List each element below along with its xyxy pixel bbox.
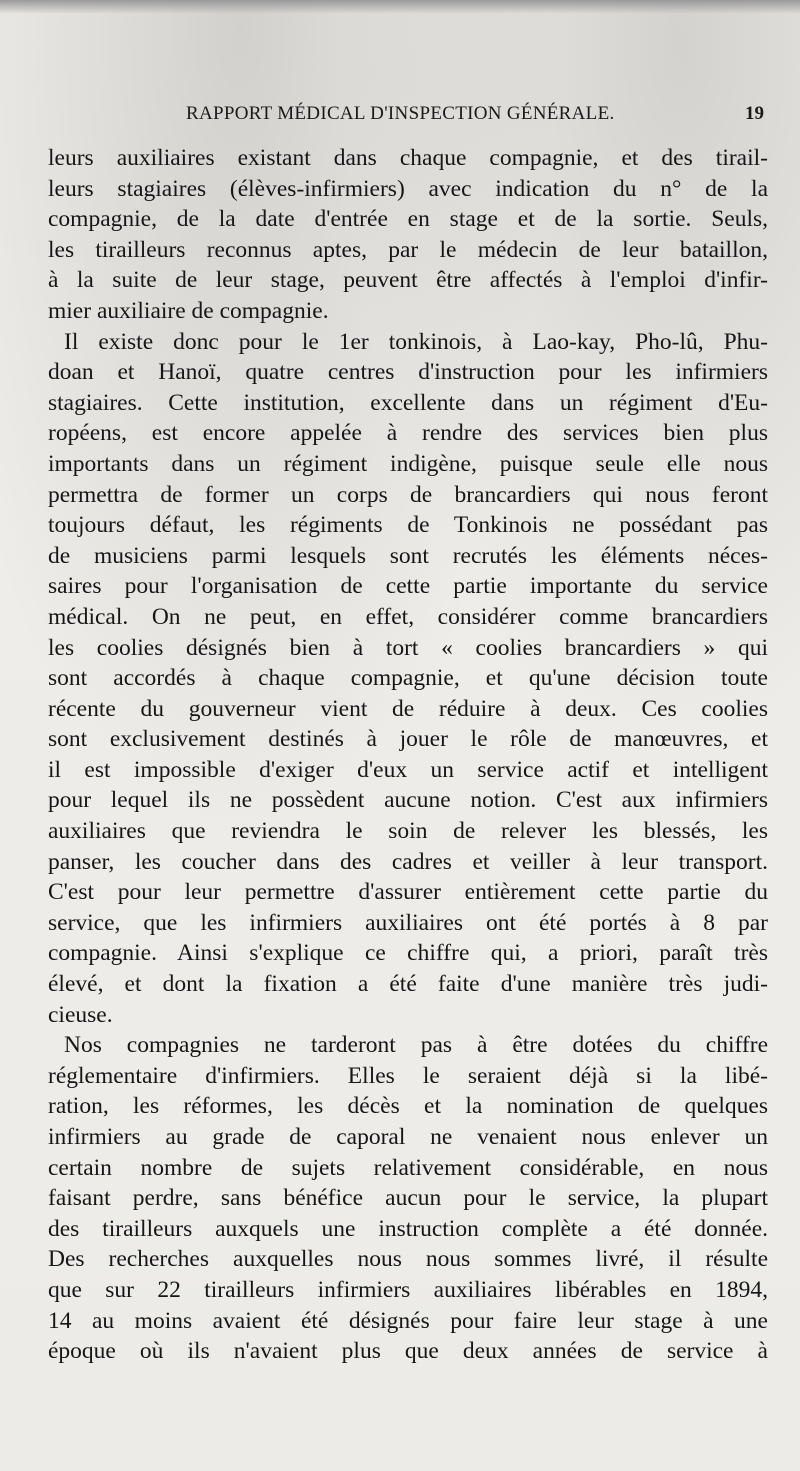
text-line: récente du gouverneur vient de réduire à deux. Ces coolies — [48, 695, 768, 722]
scan-edge-shadow — [0, 0, 800, 14]
text-line: leurs auxiliaires existant dans chaque compagnie, et des tirail- — [48, 145, 768, 171]
text-line: toujours défaut, les régiments de Tonkinois ne possédant pas — [48, 512, 768, 539]
text-line: des tirailleurs auxquels une instruction complète a été donnée. — [48, 1215, 768, 1242]
text-line: Il existe donc pour le 1er tonkinois, à Lao-kay, Pho-lû, Phu- — [64, 328, 768, 355]
text-line: sont accordés à chaque compagnie, et qu'une décision toute — [48, 665, 768, 692]
text-line: certain nombre de sujets relativement considérable, en nous — [48, 1154, 768, 1181]
text-line: Des recherches auxquelles nous nous sommes livré, il résulte — [48, 1246, 768, 1273]
text-line: importants dans un régiment indigène, puisque seule elle nous — [48, 450, 768, 477]
text-line: faisant perdre, sans bénéfice aucun pour le service, la plupart — [48, 1185, 768, 1212]
text-line: permettra de former un corps de brancardiers qui nous feront — [48, 481, 768, 508]
text-line: pour lequel ils ne possèdent aucune notion. C'est aux infirmiers — [48, 787, 768, 814]
text-line: sont exclusivement destinés à jouer le rôle de manœuvres, et — [48, 726, 768, 753]
body-text — [48, 143, 768, 1367]
text-line: cieuse. — [48, 1001, 113, 1028]
text-line: les tirailleurs reconnus aptes, par le médecin de leur bataillon, — [48, 236, 768, 263]
text-line: il est impossible d'exiger d'eux un service actif et intelligent — [48, 756, 768, 783]
text-line: service, que les infirmiers auxiliaires ont été portés à 8 par — [48, 909, 768, 936]
text-line: infirmiers au grade de caporal ne venaient nous enlever un — [48, 1124, 768, 1150]
text-line: réglementaire d'infirmiers. Elles le seraient déjà si la libé- — [48, 1062, 768, 1089]
text-line: mier auxiliaire de compagnie. — [48, 297, 329, 324]
text-line: 14 au moins avaient été désignés pour faire leur stage à une — [48, 1307, 768, 1334]
text-line: ropéens, est encore appelée à rendre des services bien plus — [48, 420, 768, 447]
text-line: compagnie. Ainsi s'explique ce chiffre qui, a priori, paraît très — [48, 940, 768, 967]
text-line: que sur 22 tirailleurs infirmiers auxiliaires libérables en 1894, — [48, 1276, 768, 1303]
text-line: C'est pour leur permettre d'assurer entièrement cette partie du — [48, 879, 768, 906]
text-line: doan et Hanoï, quatre centres d'instruction pour les infirmiers — [48, 359, 768, 386]
text-line: panser, les coucher dans des cadres et veiller à leur transport. — [48, 848, 768, 875]
text-line: auxiliaires que reviendra le soin de relever les blessés, les — [48, 818, 768, 845]
text-line: ration, les réformes, les décès et la nomination de quelques — [48, 1093, 768, 1120]
text-line: de musiciens parmi lesquels sont recrutés les éléments néces- — [48, 542, 768, 569]
text-line: époque où ils n'avaient plus que deux années de service à — [48, 1338, 768, 1365]
text-line: les coolies désignés bien à tort « coolies brancardiers » qui — [48, 634, 768, 661]
running-title: RAPPORT MÉDICAL D'INSPECTION GÉNÉRALE. — [186, 103, 615, 124]
text-line: saires pour l'organisation de cette partie importante du service — [48, 573, 768, 600]
text-line: compagnie, de la date d'entrée en stage et de la sortie. Seuls, — [48, 206, 768, 233]
text-line: à la suite de leur stage, peuvent être affectés à l'emploi d'infir- — [48, 267, 768, 294]
text-line: médical. On ne peut, en effet, considérer comme brancardiers — [48, 603, 768, 630]
text-line: leurs stagiaires (élèves-infirmiers) avec indication du n° de la — [48, 175, 768, 202]
text-line: élevé, et dont la fixation a été faite d'une manière très judi- — [48, 971, 768, 998]
page-number: 19 — [745, 103, 764, 124]
running-header — [48, 103, 764, 129]
text-line: stagiaires. Cette institution, excellente dans un régiment d'Eu- — [48, 389, 768, 416]
text-line: Nos compagnies ne tarderont pas à être dotées du chiffre — [64, 1032, 768, 1059]
